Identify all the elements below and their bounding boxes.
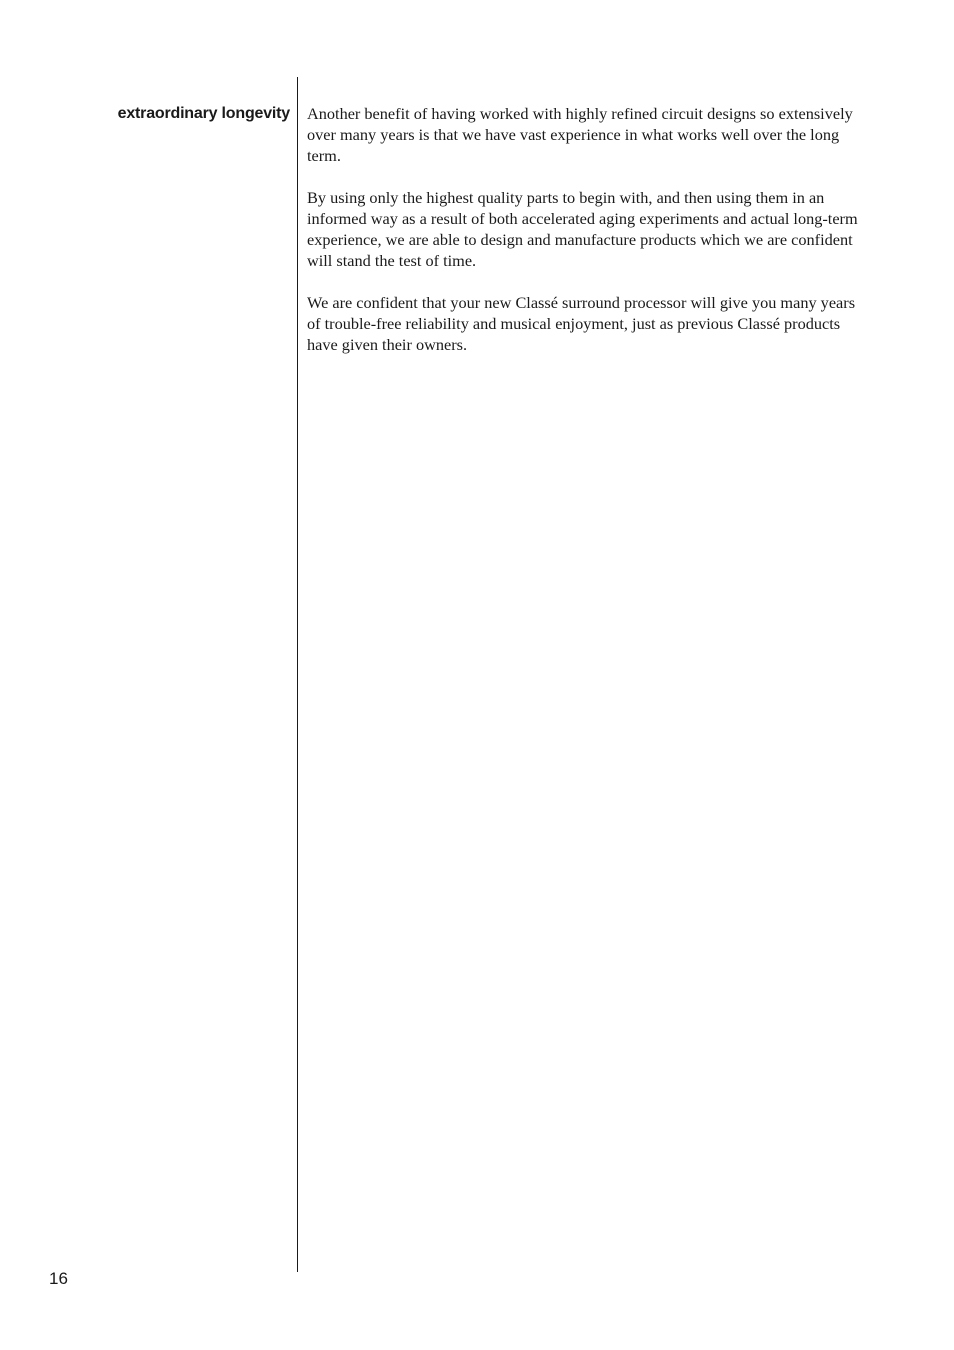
paragraph-3: We are confident that your new Classé surround processor will give you many years of trouble-free reliability and musical enjoyment, just as previous Classé products have given their owners.	[307, 293, 856, 354]
section-heading: extraordinary longevity	[117, 105, 290, 122]
paragraph-1: Another benefit of having worked with highly refined circuit designs so extensively over many years is that we have vast experience in what works well over the long term.	[307, 104, 853, 165]
column-divider	[297, 77, 298, 1272]
page-number: 16	[49, 1269, 68, 1288]
paragraph-2: By using only the highest quality parts to begin with, and then using them in an informed way as a result of both accelerated aging experiments and actual long-term experience, we are able to design and manufacture products which we are confident will stand the test of time.	[307, 188, 858, 270]
section-body	[307, 103, 867, 376]
